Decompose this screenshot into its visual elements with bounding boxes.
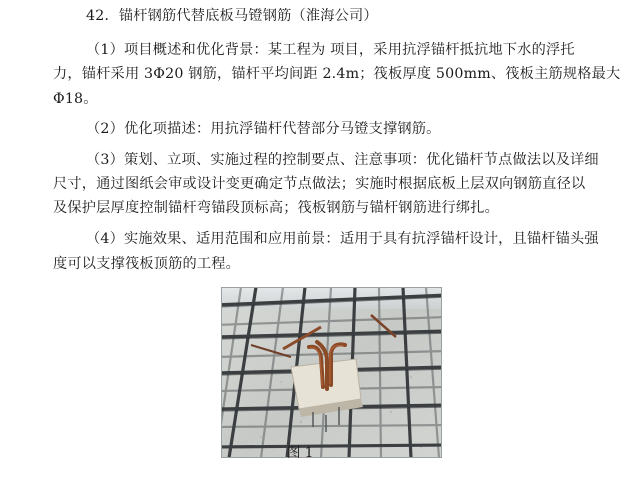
paragraph-3-line-1: （3）策划、立项、实施过程的控制要点、注意事项：优化锚杆节点做法以及详细 [86,152,599,168]
paragraph-4-line-2: 度可以支撑筏板顶筋的工程。 [53,256,241,272]
paragraph-2-line-1: （2）优化项描述：用抗浮锚杆代替部分马镫支撑钢筋。 [86,121,441,137]
paragraph-4-line-1: （4）实施效果、适用范围和应用前景：适用于具有抗浮锚杆设计，且锚杆锚头强 [86,231,599,247]
figure-caption: 图 1 [287,445,314,461]
paragraph-1-line-1: （1）项目概述和优化背景：某工程为 项目，采用抗浮锚杆抵抗地下水的浮托 [86,42,575,58]
section-heading: 42．锚杆钢筋代替底板马镫钢筋（淮海公司） [86,8,378,24]
paragraph-1-line-2: 力，锚杆采用 3Φ20 钢筋，锚杆平均间距 2.4m；筏板厚度 500mm、筏板主筋规格最大 [53,66,621,82]
paragraph-3-line-2: 尺寸，通过图纸会审或设计变更确定节点做法；实施时根据底板上层双向钢筋直径以 [53,176,586,192]
paragraph-1-line-3: Φ18。 [53,91,98,107]
paragraph-3-line-3: 及保护层厚度控制锚杆弯锚段顶标高；筏板钢筋与锚杆钢筋进行绑扎。 [53,200,500,216]
rebar-anchor-photo [221,287,442,458]
